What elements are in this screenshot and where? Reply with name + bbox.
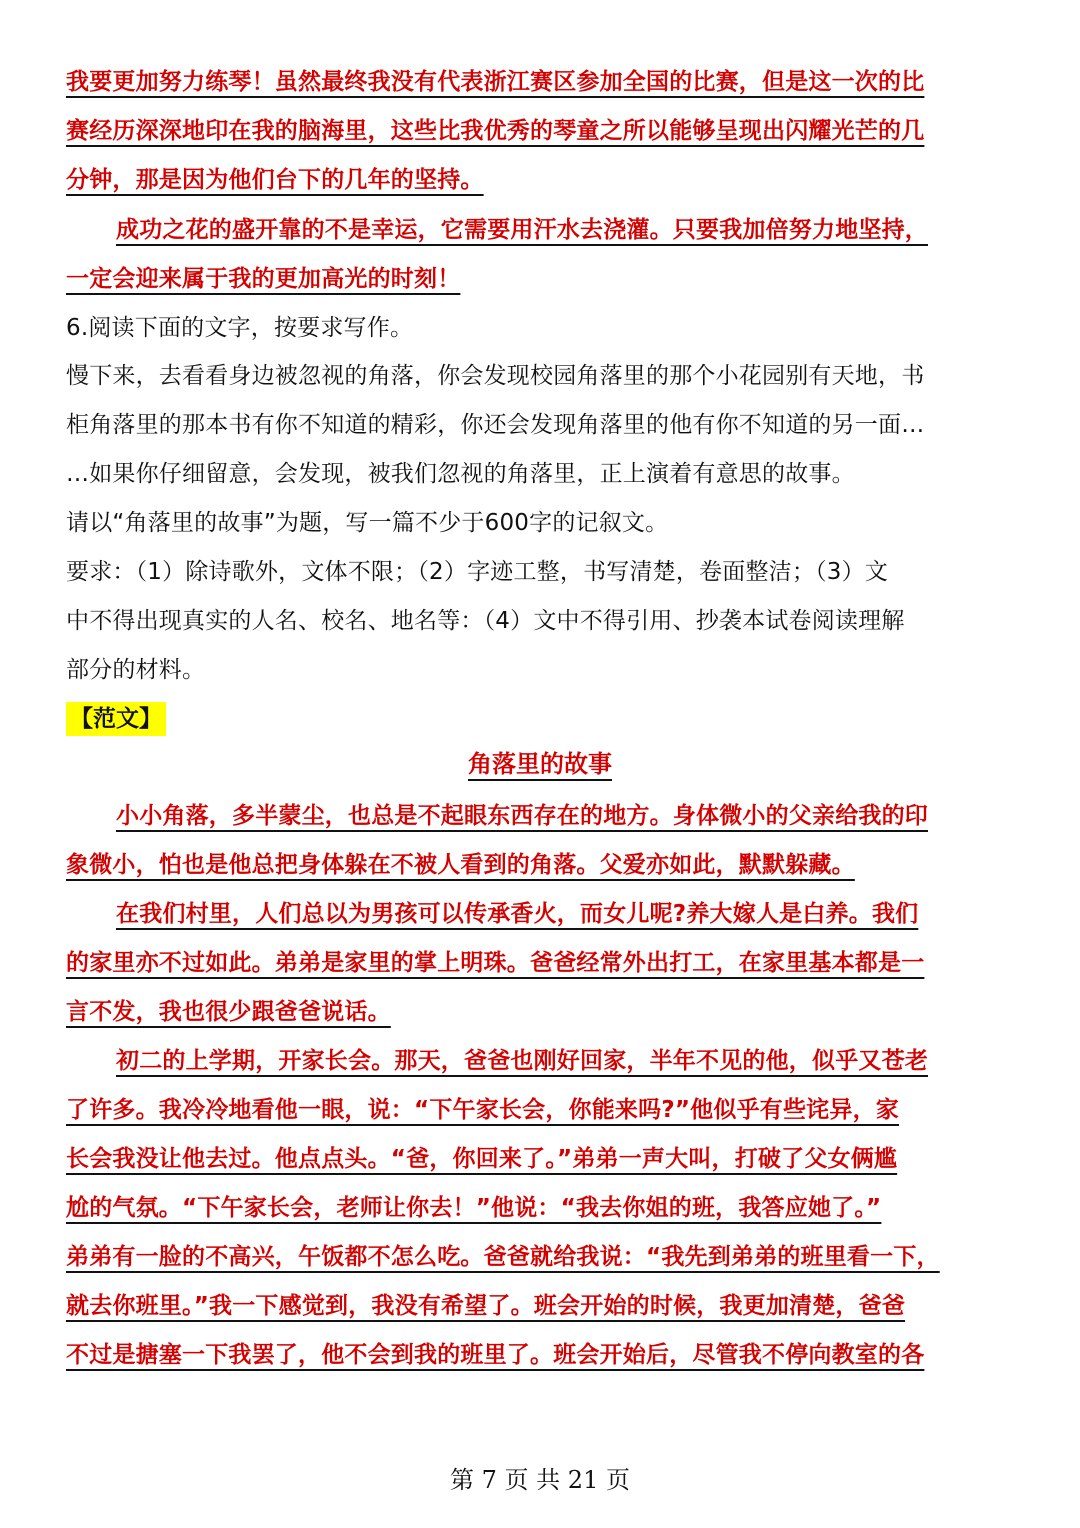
- model-essay-tag: 【范文】: [66, 702, 166, 736]
- essay-p3-line: 初二的上学期，开家长会。那天，爸爸也刚好回家，半年不见的他，似乎又苍老: [116, 1048, 928, 1074]
- question-prompt-line: 柜角落里的那本书有你不知道的精彩，你还会发现角落里的他有你不知道的另一面…: [66, 412, 925, 438]
- essay-p2-line: 言不发，我也很少跟爸爸说话。: [66, 999, 391, 1025]
- question-prompt-line: 慢下来，去看看身边被忽视的角落，你会发现校园角落里的那个小花园别有天地，书: [66, 363, 925, 389]
- essay-p1-line: 小小角落，多半蒙尘，也总是不起眼东西存在的地方。身体微小的父亲给我的印: [116, 803, 928, 829]
- essay-p3-line: 就去你班里。”我一下感觉到，我没有希望了。班会开始的时候，我更加清楚，爸爸: [66, 1293, 906, 1319]
- essay-p3-line: 尬的气氛。“下午家长会，老师让你去！”他说：“我去你姐的班，我答应她了。”: [66, 1195, 882, 1221]
- intro-p2-line: 一定会迎来属于我的更加高光的时刻！: [66, 266, 461, 292]
- essay-p3-line: 了许多。我冷冷地看他一眼，说：“下午家长会，你能来吗?”他似乎有些诧异，家: [66, 1097, 899, 1123]
- essay-p2-line: 的家里亦不过如此。弟弟是家里的掌上明珠。爸爸经常外出打工，在家里基本都是一: [66, 950, 925, 976]
- essay-p1-line: 象微小，怕也是他总把身体躲在不被人看到的角落。父爱亦如此，默默躲藏。: [66, 852, 855, 878]
- question-prompt-line: 中不得出现真实的人名、校名、地名等：（4）文中不得引用、抄袭本试卷阅读理解: [66, 608, 905, 634]
- essay-p2-line: 在我们村里，人们总以为男孩可以传承香火，而女儿呢?养大嫁人是白养。我们: [116, 901, 919, 927]
- essay-p3-line: 长会我没让他去过。他点点头。“爸，你回来了。”弟弟一声大叫，打破了父女俩尴: [66, 1146, 898, 1172]
- model-essay-title: 角落里的故事: [468, 750, 612, 778]
- essay-p3-line: 不过是搪塞一下我罢了，他不会到我的班里了。班会开始后，尽管我不停向教室的各: [66, 1342, 925, 1368]
- intro-p1-line: 分钟，那是因为他们台下的几年的坚持。: [66, 167, 484, 193]
- question-prompt-line: …如果你仔细留意，会发现，被我们忽视的角落里，正上演着有意思的故事。: [66, 461, 855, 487]
- question-heading: 6.阅读下面的文字，按要求写作。: [66, 315, 414, 341]
- intro-p1-line: 我要更加努力练琴！虽然最终我没有代表浙江赛区参加全国的比赛，但是这一次的比: [66, 69, 925, 95]
- page-number: 第 7 页 共 21 页: [450, 1466, 630, 1494]
- intro-p1-line: 赛经历深深地印在我的脑海里，这些比我优秀的琴童之所以能够呈现出闪耀光芒的几: [66, 118, 925, 144]
- question-prompt-line: 要求：（1）除诗歌外，文体不限；（2）字迹工整，书写清楚，卷面整洁；（3）文: [66, 559, 888, 585]
- intro-p2-line: 成功之花的盛开靠的不是幸运，它需要用汗水去浇灌。只要我加倍努力地坚持，: [116, 217, 928, 243]
- question-prompt-line: 部分的材料。: [66, 657, 206, 683]
- question-prompt-line: 请以“角落里的故事”为题，写一篇不少于600字的记叙文。: [66, 510, 669, 536]
- essay-p3-line: 弟弟有一脸的不高兴，午饭都不怎么吃。爸爸就给我说：“我先到弟弟的班里看一下，: [66, 1244, 940, 1270]
